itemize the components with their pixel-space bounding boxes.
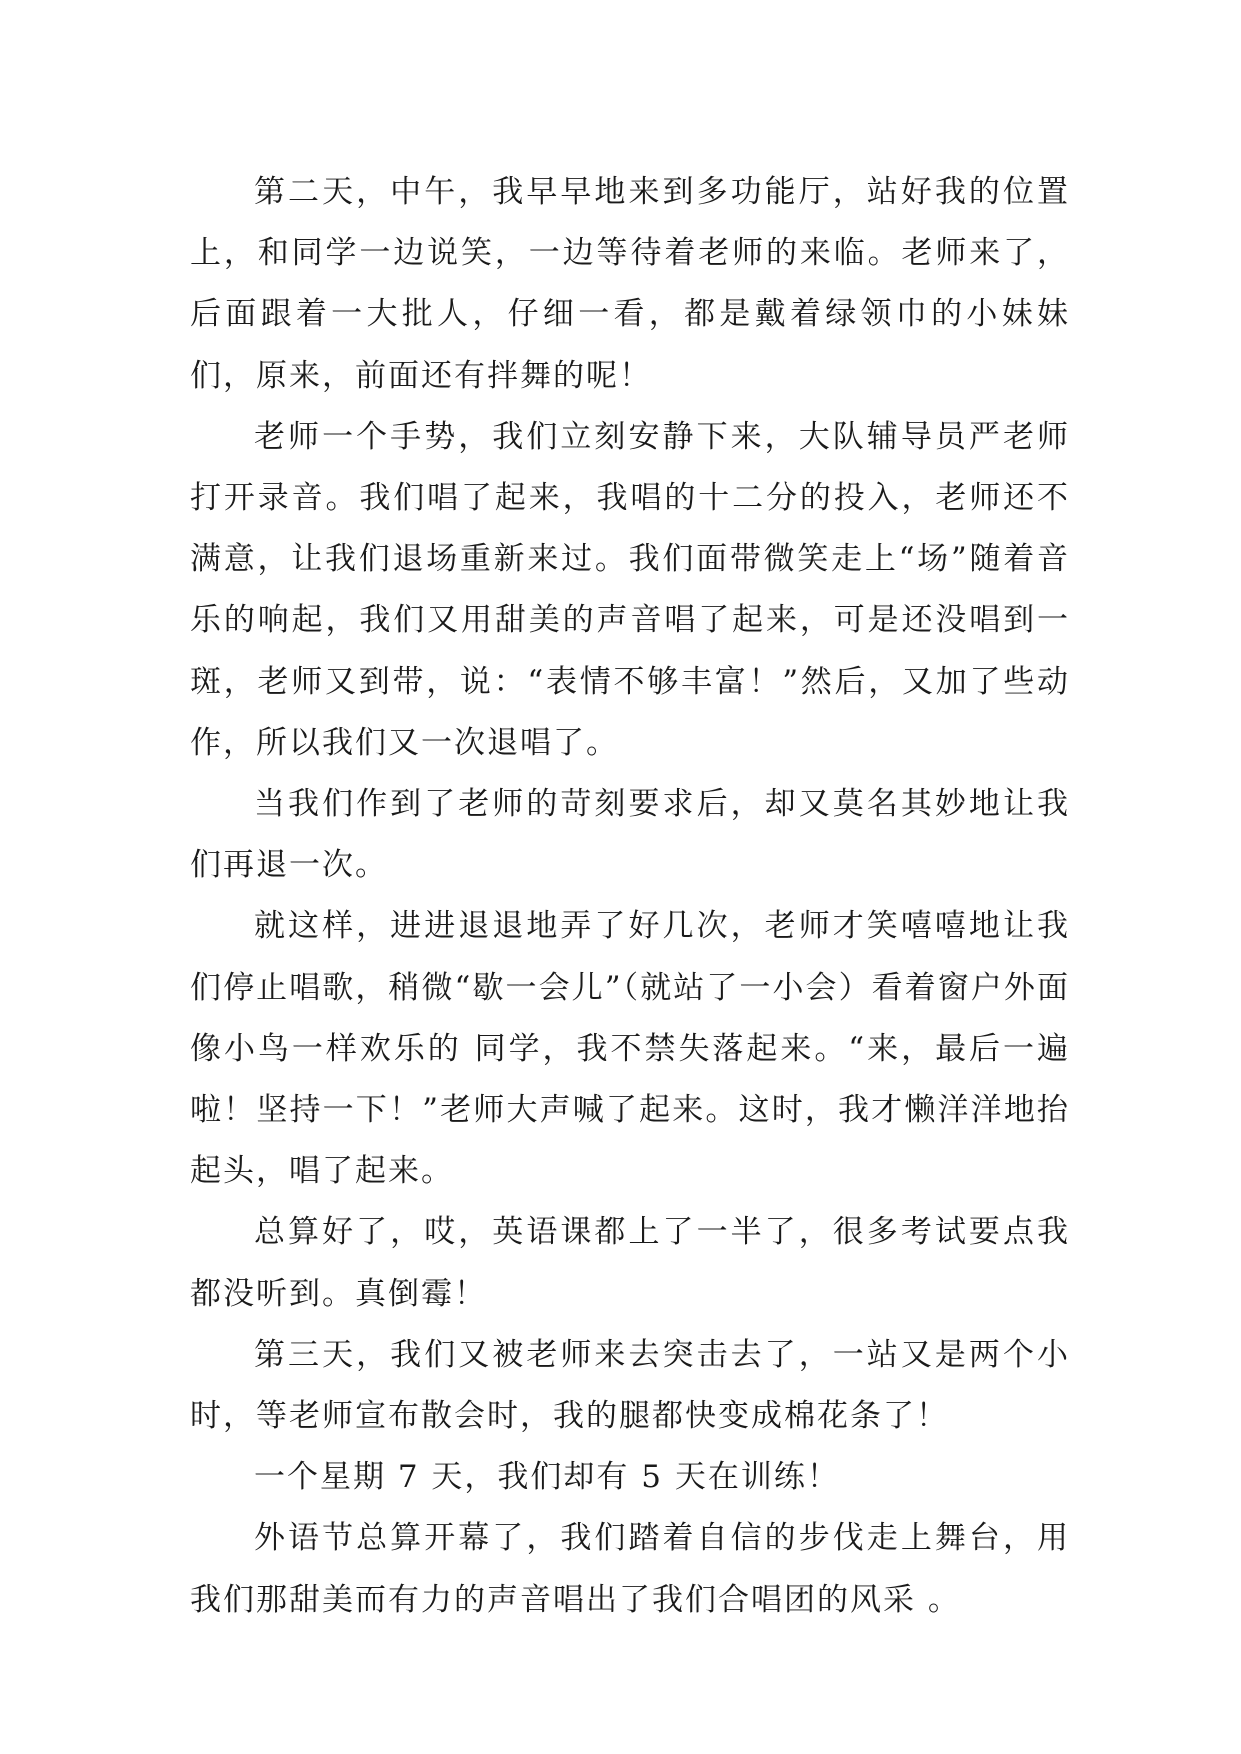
- paragraph-7: 一个星期 7 天，我们却有 5 天在训练！: [254, 1459, 840, 1496]
- document-body: [190, 162, 1070, 1631]
- paragraph-5: 总算好了，哎，英语课都上了一半了，很多考试要点我都没听到。真倒霉！: [190, 1214, 1070, 1312]
- paragraph-6: 第三天，我们又被老师来去突击去了，一站又是两个小时，等老师宣布散会时，我的腿都快变成棉花条了！: [190, 1336, 1070, 1435]
- paragraph-4: 就这样，进进退退地弄了好几次，老师才笑嘻嘻地让我们停止唱歌，稍微“歇一会儿”（就站了一小会）看着窗户外面像小鸟一样欢乐的 同学，我不禁失落起来。“来，最后一遍啦！坚持一下！”老师大声喊了起来。这时，我才懒洋洋地抬起头，唱了起来。: [190, 908, 1070, 1190]
- paragraph-3: 当我们作到了老师的苛刻要求后，却又莫名其妙地让我们再退一次。: [190, 786, 1070, 884]
- paragraph-2: 老师一个手势，我们立刻安静下来，大队辅导员严老师打开录音。我们唱了起来，我唱的十二分的投入，老师还不满意，让我们退场重新来过。我们面带微笑走上“场”随着音乐的响起，我们又用甜美的声音唱了起来，可是还没唱到一斑，老师又到带，说：“表情不够丰富！”然后，又加了些动作，所以我们又一次退唱了。: [190, 418, 1070, 761]
- paragraph-8: 外语节总算开幕了，我们踏着自信的步伐走上舞台，用我们那甜美而有力的声音唱出了我们合唱团的风采 。: [190, 1520, 1070, 1618]
- paragraph-1: 第二天，中午，我早早地来到多功能厅，站好我的位置上，和同学一边说笑，一边等待着老师的来临。老师来了，后面跟着一大批人，仔细一看，都是戴着绿领巾的小妹妹们，原来，前面还有拌舞的呢！: [190, 174, 1070, 394]
